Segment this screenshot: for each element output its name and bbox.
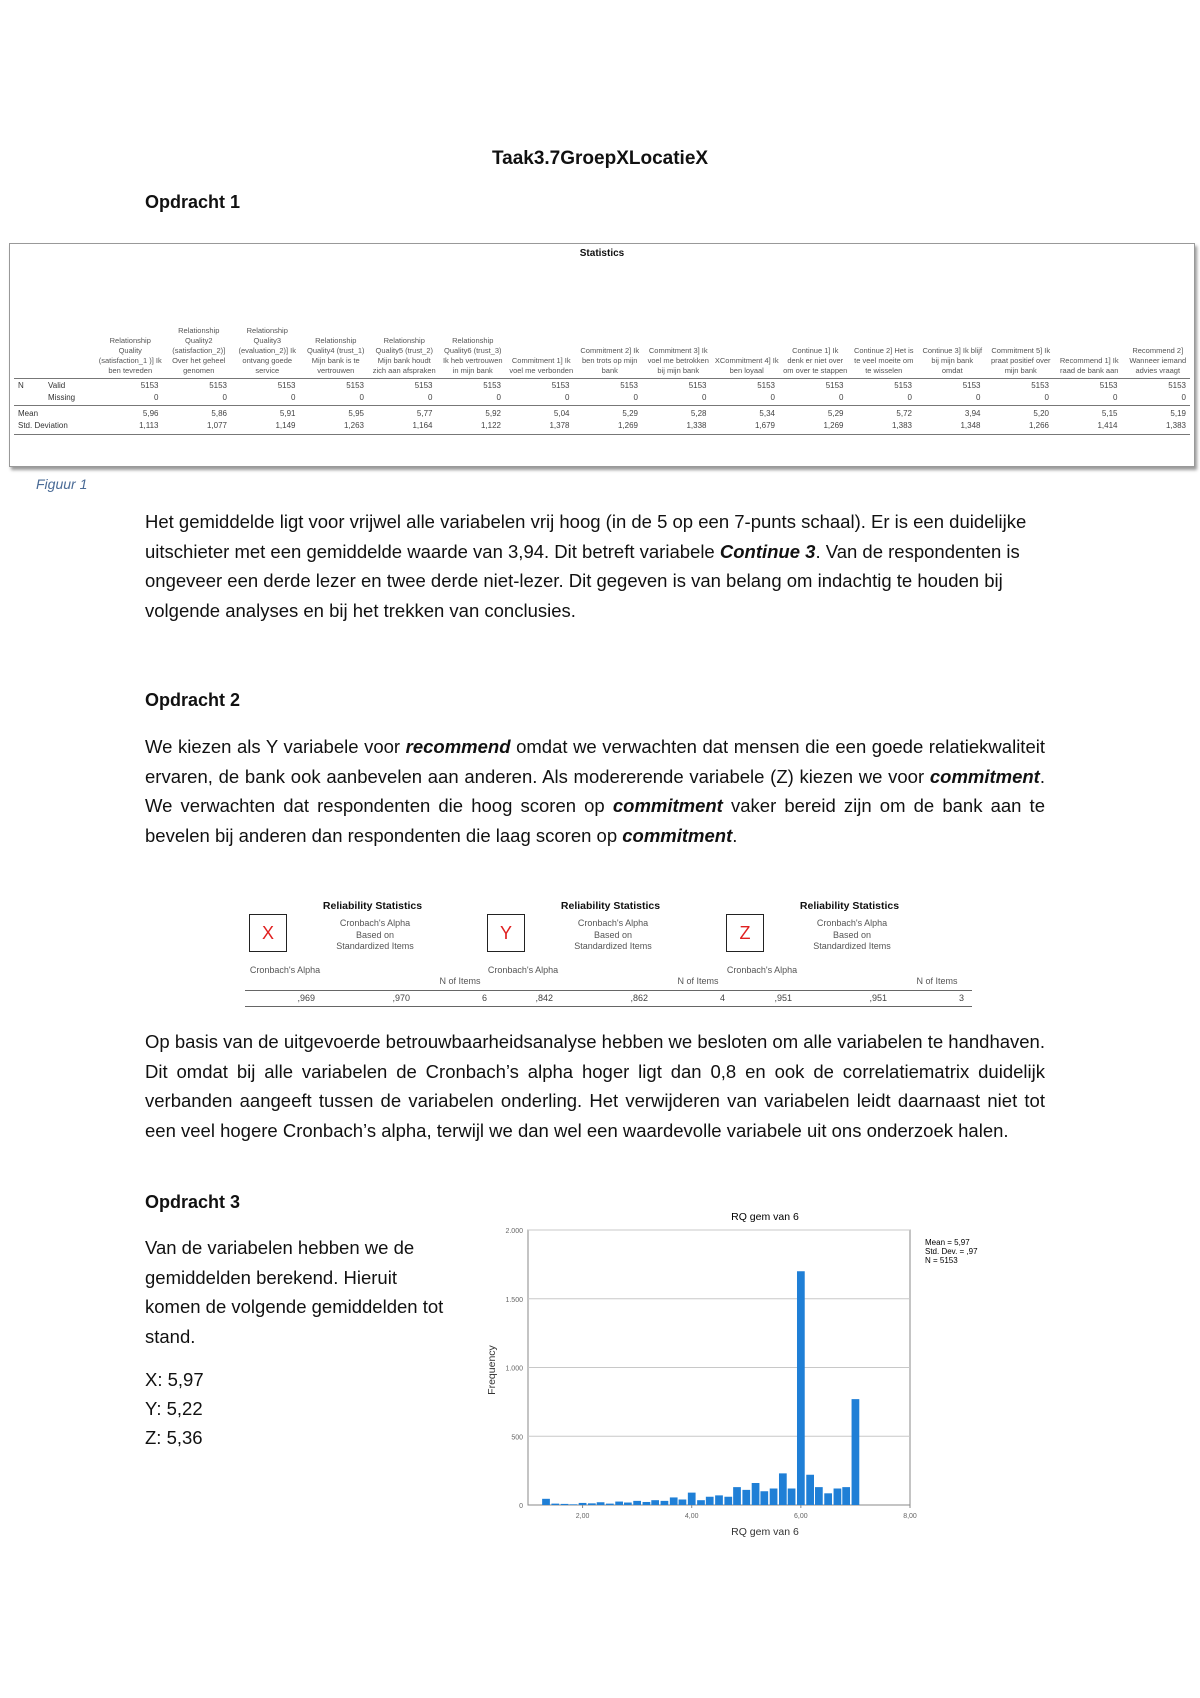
column-header: Commitment 3] Ik voel me betrokken bij mijn bank	[647, 346, 709, 375]
y-tick-label: 500	[511, 1434, 523, 1442]
paragraph-reliability: Op basis van de uitgevoerde betrouwbaarheidsanalyse hebben we besloten om alle variabelen te handhaven. Dit omdat bij alle variabelen de Cronbach’s alpha hoger ligt dan 0,8 en ook de correlatiematrix duidelijk verbanden aangeeft tussen de variabelen onderling. Het verwijderen van variabelen leidt daarnaast niet tot een veel hogere Cronbach’s alpha, terwijl we dan wel een waardevolle variabele uit ons onderzoek halen.	[145, 1031, 1045, 1141]
header-alpha-standardized: Cronbach's Alpha Based on Standardized Items	[336, 918, 414, 951]
bottom-rule	[14, 434, 1190, 435]
statistics-table-title: Statistics	[579, 248, 625, 259]
header-rule	[483, 990, 733, 991]
chart-title: RQ gem van 6	[731, 1211, 799, 1223]
histogram-bar	[643, 1502, 651, 1505]
table-cell: 1,113	[139, 421, 159, 430]
table-cell: 1,122	[480, 421, 501, 430]
x-tick-label: 2,00	[575, 1513, 590, 1520]
column-header: Continue 3] Ik blijf bij mijn bank omdat	[922, 346, 983, 375]
histogram-bar	[724, 1497, 732, 1505]
header-n-of-items: N of Items	[439, 976, 481, 986]
table-cell: 0	[633, 393, 638, 402]
table-cell: 5153	[1031, 381, 1049, 390]
table-cell: 1,348	[960, 421, 981, 430]
histogram-bar	[551, 1504, 559, 1505]
table-cell: 1,077	[206, 421, 227, 430]
table-cell: 1,338	[686, 421, 707, 430]
column-header: Relationship Quality6 (trust_3) Ik heb vertrouwen in mijn bank	[442, 336, 503, 375]
table-cell: 5153	[894, 381, 912, 390]
header-cronbach-alpha: Cronbach's Alpha	[249, 965, 321, 975]
paragraph-opdracht-1: Het gemiddelde ligt voor vrijwel alle variabelen vrij hoog (in de 5 op een 7-punts schaal). Er is een duidelijke uitschieter met een gemiddelde waarde van 3,94. Dit betreft variabele Continue 3. Van de respondenten is ongeveer een derde lezer en twee derde niet-lezer. Dit gegeven is van belang om indachtig te houden bij volgende analyses en bij het trekken van conclusies.	[145, 511, 1027, 621]
table-cell: 5153	[757, 381, 775, 390]
table-cell: 5,04	[553, 409, 570, 418]
histogram-bar	[633, 1501, 641, 1505]
chart-y-label: Frequency	[486, 1345, 498, 1395]
histogram-bar	[760, 1491, 768, 1505]
table-cell: 5153	[688, 381, 707, 390]
header-alpha-standardized: Cronbach's Alpha Based on Standardized Items	[574, 918, 652, 951]
table-cell: 0	[222, 393, 227, 402]
header-alpha-standardized: Cronbach's Alpha Based on Standardized Items	[813, 918, 891, 951]
table-cell: 0	[154, 393, 159, 402]
table-cell: 5153	[414, 381, 433, 390]
header-rule	[245, 990, 495, 991]
column-header: Relationship Quality5 (trust_2) Mijn bank houdt zich aan afspraken	[372, 336, 436, 375]
x-tick-label: 6,00	[794, 1513, 808, 1520]
histogram-bar	[706, 1497, 714, 1505]
paragraph-opdracht-2: We kiezen als Y variabele voor recommend omdat we verwachten dat mensen die een goede relatiekwaliteit ervaren, de bank ook aanbevelen aan anderen. Als modererende variabele (Z) kiezen we voor commitment. We verwachten dat respondenten die hoog scoren op commitment vaker bereid zijn om de bank aan te bevelen bij anderen dan respondenten die laag scoren op commitment.	[145, 736, 1045, 846]
histogram-bar	[606, 1504, 614, 1505]
table-cell: 1,269	[617, 421, 638, 430]
table-cell: 5153	[962, 381, 981, 390]
table-cell: 0	[907, 393, 912, 402]
histogram-bar	[842, 1487, 850, 1505]
mean-z: Z: 5,36	[145, 1427, 203, 1448]
table-cell: 3,94	[964, 409, 981, 418]
header-n-of-items: N of Items	[916, 976, 958, 986]
table-cell: 5153	[825, 381, 844, 390]
table-cell: 0	[770, 393, 775, 402]
y-tick-label: 0	[519, 1503, 523, 1510]
column-header: Commitment 5] Ik praat positief over mijn bank	[990, 346, 1051, 375]
table-cell: 0	[839, 393, 844, 402]
table-cell: 5,29	[622, 409, 638, 418]
histogram-bar	[542, 1499, 550, 1505]
heading-opdracht-2: Opdracht 2	[145, 690, 241, 710]
header-rule	[14, 378, 1190, 379]
histogram-bar	[688, 1493, 696, 1505]
variable-letter-box: X	[249, 914, 287, 952]
table-cell: 5153	[551, 381, 570, 390]
histogram-chart	[470, 1205, 1010, 1540]
table-cell: 5,96	[142, 409, 159, 418]
document-title: Taak3.7GroepXLocatieX	[491, 148, 709, 169]
table-cell: 5153	[346, 381, 364, 390]
histogram-bar	[615, 1502, 623, 1505]
histogram-bar	[824, 1493, 832, 1505]
table-cell: 5,95	[348, 409, 364, 418]
y-tick-label: 1.000	[505, 1365, 523, 1373]
table-cell: 1,679	[754, 421, 775, 430]
table-cell: 5153	[1168, 381, 1186, 390]
reliability-title: Reliability Statistics	[322, 900, 423, 912]
column-header: Continue 1] Ik denk er niet over om over te stappen	[783, 346, 848, 375]
table-cell: 0	[976, 393, 981, 402]
table-cell: 1,383	[1165, 421, 1186, 430]
histogram-bar	[679, 1500, 687, 1506]
missing-rule	[14, 405, 1190, 406]
table-cell: 5,86	[211, 409, 227, 418]
histogram-bar	[779, 1473, 787, 1505]
table-cell: 5153	[620, 381, 638, 390]
table-cell: 1,164	[412, 421, 433, 430]
histogram-bar	[733, 1487, 741, 1505]
x-tick-label: 8,00	[903, 1513, 917, 1520]
histogram-bar	[770, 1489, 778, 1506]
reliability-table-y	[483, 900, 738, 1010]
histogram-bar	[697, 1500, 705, 1505]
histogram-bar	[579, 1503, 587, 1505]
table-cell: 5,15	[1101, 409, 1118, 418]
histogram-bar	[715, 1495, 723, 1505]
column-header: Relationship Quality3 (evaluation_2)] Ik ontvang goede service	[238, 326, 297, 375]
histogram-bar	[661, 1501, 669, 1505]
bottom-rule	[483, 1006, 733, 1007]
histogram-bar	[561, 1504, 569, 1505]
histogram-bar	[752, 1483, 760, 1505]
row-label-missing: Missing	[48, 393, 76, 402]
table-cell: 0	[428, 393, 433, 402]
histogram-bar	[815, 1487, 823, 1505]
reliability-table-x	[245, 900, 500, 1010]
row-label-n: N	[18, 381, 24, 390]
reliability-title: Reliability Statistics	[799, 900, 900, 912]
column-header: Commitment 1] Ik voel me verbonden	[509, 356, 574, 375]
table-cell: 5,19	[1170, 409, 1186, 418]
heading-opdracht-3: Opdracht 3	[145, 1192, 241, 1212]
histogram-bar	[569, 1504, 577, 1505]
value-n-of-items: 6	[481, 993, 487, 1003]
table-cell: 5,72	[896, 409, 912, 418]
table-cell: 5,77	[416, 409, 433, 418]
table-cell: 1,378	[549, 421, 570, 430]
table-cell: 0	[702, 393, 707, 402]
reliability-title: Reliability Statistics	[560, 900, 661, 912]
reliability-table-z	[722, 900, 977, 1010]
value-cronbach-alpha: ,842	[535, 993, 553, 1003]
row-label-valid: Valid	[48, 381, 66, 390]
table-cell: 0	[291, 393, 296, 402]
table-cell: 5153	[140, 381, 159, 390]
table-cell: 1,149	[275, 421, 296, 430]
chart-x-label: RQ gem van 6	[731, 1526, 799, 1538]
value-n-of-items: 3	[958, 993, 964, 1003]
legend-entry: Std. Dev. = ,97	[925, 1247, 978, 1256]
variable-letter-box: Y	[487, 914, 525, 952]
table-cell: 5,20	[1033, 409, 1049, 418]
paragraph-means: Van de variabelen hebben we de gemiddelden berekend. Hieruit komen de volgende gemiddelden tot stand.	[145, 1237, 444, 1347]
histogram-bar	[788, 1489, 796, 1506]
bottom-rule	[722, 1006, 972, 1007]
mean-y: Y: 5,22	[145, 1398, 203, 1419]
table-cell: 5,34	[759, 409, 775, 418]
table-cell: 0	[1113, 393, 1118, 402]
header-cronbach-alpha: Cronbach's Alpha	[726, 965, 798, 975]
table-cell: 0	[1181, 393, 1186, 402]
value-alpha-standardized: ,951	[869, 993, 887, 1003]
column-header: Relationship Quality (satisfaction_1 )] Ik ben tevreden	[98, 336, 162, 375]
column-header: XCommitment 4] Ik ben loyaal	[714, 356, 779, 375]
y-tick-label: 1.500	[505, 1296, 523, 1304]
bottom-rule	[245, 1006, 495, 1007]
row-label-mean: Mean	[18, 409, 39, 418]
value-cronbach-alpha: ,969	[297, 993, 315, 1003]
table-cell: 1,266	[1028, 421, 1049, 430]
histogram-bar	[852, 1399, 860, 1505]
histogram-bar	[742, 1490, 750, 1505]
figure-caption: Figuur 1	[36, 476, 88, 492]
column-header: Continue 2] Het is te veel moeite om te wisselen	[853, 346, 914, 375]
column-header: Recommend 2] Wanneer iemand advies vraagt	[1129, 346, 1187, 375]
statistics-table	[9, 243, 1195, 467]
histogram-bar	[834, 1489, 842, 1506]
table-cell: 5153	[277, 381, 296, 390]
value-n-of-items: 4	[719, 993, 725, 1003]
table-cell: 5,91	[279, 409, 296, 418]
column-header: Relationship Quality2 (satisfaction_2)] Over het geheel genomen	[172, 326, 226, 375]
histogram-bar	[797, 1271, 805, 1505]
table-cell: 0	[565, 393, 570, 402]
table-cell: 1,263	[343, 421, 364, 430]
value-alpha-standardized: ,970	[392, 993, 410, 1003]
header-n-of-items: N of Items	[677, 976, 719, 986]
table-cell: 5,92	[485, 409, 501, 418]
table-cell: 5153	[209, 381, 227, 390]
histogram-bar	[624, 1503, 632, 1505]
table-cell: 1,383	[891, 421, 912, 430]
table-cell: 1,269	[823, 421, 844, 430]
x-tick-label: 4,00	[684, 1513, 699, 1520]
value-alpha-standardized: ,862	[630, 993, 648, 1003]
table-cell: 1,414	[1097, 421, 1118, 430]
header-rule	[722, 990, 972, 991]
table-cell: 0	[359, 393, 364, 402]
table-cell: 5153	[483, 381, 501, 390]
table-cell: 5153	[1099, 381, 1118, 390]
y-tick-label: 2.000	[505, 1228, 523, 1235]
histogram-bar	[670, 1497, 678, 1505]
row-label-sd: Std. Deviation	[18, 421, 68, 430]
histogram-bar	[651, 1500, 659, 1505]
histogram-bar	[588, 1503, 596, 1505]
value-cronbach-alpha: ,951	[774, 993, 792, 1003]
table-cell: 0	[496, 393, 501, 402]
column-header: Relationship Quality4 (trust_1) Mijn bank is te vertrouwen	[306, 336, 365, 375]
histogram-bar	[597, 1502, 605, 1505]
header-cronbach-alpha: Cronbach's Alpha	[487, 965, 559, 975]
table-cell: 5,28	[690, 409, 707, 418]
histogram-bar	[806, 1475, 814, 1505]
legend-entry: Mean = 5,97	[925, 1238, 970, 1247]
heading-opdracht-1: Opdracht 1	[145, 192, 241, 212]
table-cell: 5,29	[827, 409, 844, 418]
table-cell: 0	[1044, 393, 1049, 402]
mean-x: X: 5,97	[145, 1369, 204, 1390]
column-header: Commitment 2] Ik ben trots op mijn bank	[580, 346, 640, 375]
column-header: Recommend 1] Ik raad de bank aan	[1059, 356, 1119, 375]
variable-letter-box: Z	[726, 914, 764, 952]
legend-entry: N = 5153	[925, 1256, 958, 1265]
